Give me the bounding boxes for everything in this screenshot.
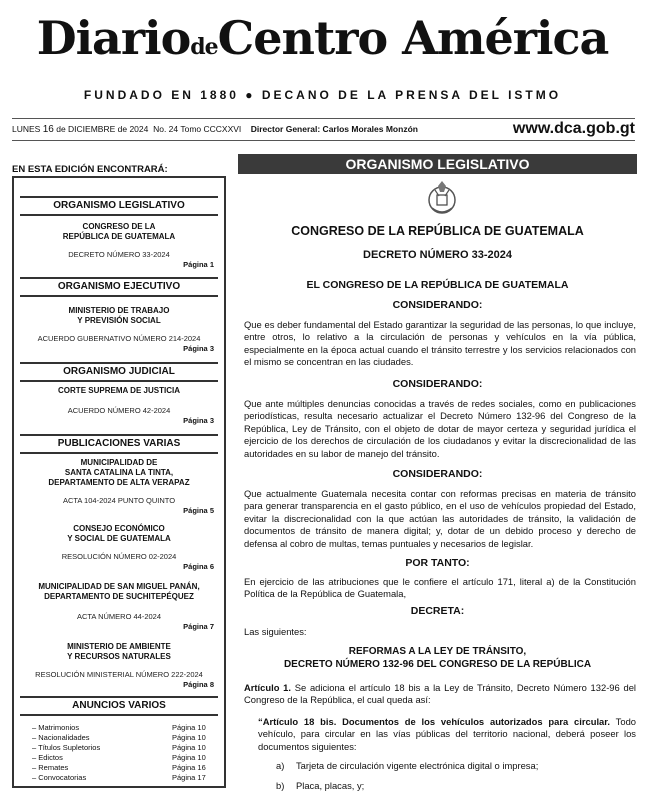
entry-title: Y PREVISIÓN SOCIAL — [77, 316, 161, 325]
considerando-heading: CONSIDERANDO: — [392, 378, 483, 390]
entry-subtitle: ACUERDO GUBERNATIVO NÚMERO 214-2024 — [37, 334, 201, 343]
paragraph: Que ante múltiples denuncias conocidas a través de redes sociales, como en publicaciones periodísticas, resulta necesario actualizar el Decreto Número 132-96 del Congreso de la República, Ley de Tránsito, con el objeto de dotar de mayor certeza y seguridad jurídica el ejercicio de los derechos de circulación de los ciudadanos y evitar la discrecionalidad de las autoridades en su labor de manejo del tránsito. — [244, 398, 636, 459]
considerando-heading: CONSIDERANDO: — [392, 299, 483, 311]
article-label: “Artículo 18 bis. Documentos de los vehículos autorizados para circular. — [258, 716, 611, 727]
entry-title: CONSEJO ECONÓMICO — [73, 524, 165, 533]
list-item: Tarjeta de circulación vigente electrónica digital o impresa; — [296, 760, 539, 771]
sidebar-heading: EN ESTA EDICIÓN ENCONTRARÁ: — [12, 164, 168, 175]
entry-title: CONGRESO DE LA — [82, 222, 156, 231]
page-ref[interactable]: Página 8 — [183, 680, 214, 689]
entry-subtitle: ACUERDO NÚMERO 42-2024 — [67, 406, 171, 415]
page-ref[interactable]: Página 3 — [183, 344, 214, 353]
entry-title: MUNICIPALIDAD DE SAN MIGUEL PANÁN, — [38, 582, 200, 591]
entry-title: Y RECURSOS NATURALES — [67, 652, 171, 661]
main-heading: CONGRESO DE LA REPÚBLICA DE GUATEMALA — [291, 224, 584, 238]
date-number: 16 — [42, 124, 54, 135]
list-item-marker: b) — [276, 780, 285, 791]
newspaper-title — [0, 10, 645, 75]
entry-title: MUNICIPALIDAD DE — [80, 458, 158, 467]
article-1 — [244, 682, 636, 707]
director: Director General: Carlos Morales Monzón — [250, 124, 418, 134]
section-judicial: ORGANISMO JUDICIAL — [20, 362, 218, 382]
paragraph: Las siguientes: — [244, 626, 307, 637]
considerando-heading: CONSIDERANDO: — [392, 468, 483, 480]
entry-title: REPÚBLICA DE GUATEMALA — [62, 232, 176, 241]
entry-title: Y SOCIAL DE GUATEMALA — [67, 534, 171, 543]
tomo: Tomo CCCXXVI — [180, 124, 242, 134]
section-publicaciones: PUBLICACIONES VARIAS — [20, 434, 218, 454]
date-rest: de DICIEMBRE de 2024 — [56, 124, 149, 134]
contents-sidebar — [12, 176, 226, 788]
page-ref[interactable]: Página 1 — [183, 260, 214, 269]
list-item: Placa, placas, y; — [296, 780, 365, 791]
divider — [12, 118, 635, 119]
congress-heading: EL CONGRESO DE LA REPÚBLICA DE GUATEMALA — [306, 279, 569, 291]
entry-title: MINISTERIO DE TRABAJO — [68, 306, 170, 315]
issue-number: No. 24 — [153, 124, 179, 134]
title-part-b: Centro América — [217, 11, 609, 65]
section-anuncios: ANUNCIOS VARIOS — [20, 696, 218, 716]
entry-title: DEPARTAMENTO DE SUCHITEPÉQUEZ — [44, 592, 194, 601]
dateline — [12, 120, 635, 141]
entry-subtitle: ACTA 104-2024 PUNTO QUINTO — [62, 496, 176, 505]
section-ejecutivo: ORGANISMO EJECUTIVO — [20, 277, 218, 297]
page-ref[interactable]: Página 6 — [183, 562, 214, 571]
entry-subtitle: RESOLUCIÓN NÚMERO 02-2024 — [61, 552, 177, 561]
entry-subtitle: RESOLUCIÓN MINISTERIAL NÚMERO 222-2024 — [35, 670, 203, 679]
article-18-bis — [258, 716, 636, 753]
decreta-heading: DECRETA: — [410, 605, 465, 617]
announcement-row[interactable]: – Remates Página 16 — [32, 763, 206, 772]
website-link[interactable]: www.dca.gob.gt — [512, 120, 635, 137]
announcement-row[interactable]: – Edictos Página 10 — [32, 753, 206, 762]
announcement-row[interactable]: – Matrimonios Página 10 — [32, 723, 206, 732]
dateline-text — [12, 124, 418, 135]
announcement-row[interactable]: – Convocatorias Página 17 — [32, 773, 206, 782]
decree-number: DECRETO NÚMERO 33-2024 — [363, 249, 512, 261]
coat-of-arms-icon — [422, 178, 462, 218]
list-item-marker: a) — [276, 760, 285, 771]
page-ref[interactable]: Página 7 — [183, 622, 214, 631]
paragraph: Que actualmente Guatemala necesita contar con reformas precisas en materia de tránsito para generar transparencia en el gasto público, en el uso de vehículos propiedad del Estado, evitar la discrecionalidad con la que actúan las autoridades de tránsito, la validación de documentos de tránsito de manera digital; y, dotar de un debido proceso y derecho de defensa al cobro de multas, temas puntuales y necesarios de legislar. — [244, 488, 636, 549]
article-text: Todo vehículo, para circular en las vías públicas del territorio nacional, deberá poseer los documentos siguientes: — [258, 716, 637, 752]
entry-title: SANTA CATALINA LA TINTA, — [64, 468, 174, 477]
paragraph: En ejercicio de las atribuciones que le confiere el artículo 171, literal a) de la Constitución Política de la República de Guatemala, — [244, 576, 636, 600]
entry-title: DEPARTAMENTO DE ALTA VERAPAZ — [48, 478, 190, 487]
page-ref[interactable]: Página 3 — [183, 416, 214, 425]
reformas-title: REFORMAS A LA LEY DE TRÁNSITO, — [348, 646, 527, 657]
reformas-title: DECRETO NÚMERO 132-96 DEL CONGRESO DE LA REPÚBLICA — [283, 659, 592, 670]
por-tanto-heading: POR TANTO: — [405, 557, 470, 569]
article-text: Se adiciona el artículo 18 bis a la Ley de Tránsito, Decreto Número 132-96 del Congreso de la República, el cual queda así: — [244, 682, 637, 706]
date-day: LUNES — [12, 124, 41, 134]
announcement-row[interactable]: – Títulos Supletorios Página 10 — [32, 743, 206, 752]
tagline: FUNDADO EN 1880 ● DECANO DE LA PRENSA DEL ISTMO — [83, 88, 562, 102]
title-part-de: de — [190, 34, 218, 60]
article-label: Artículo 1. — [244, 682, 291, 693]
entry-title: MINISTERIO DE AMBIENTE — [67, 642, 171, 651]
announcement-row[interactable]: – Nacionalidades Página 10 — [32, 733, 206, 742]
page-ref[interactable]: Página 5 — [183, 506, 214, 515]
title-part-a: Diario — [36, 11, 191, 65]
section-legislativo: ORGANISMO LEGISLATIVO — [20, 196, 218, 216]
section-header-bar: ORGANISMO LEGISLATIVO — [238, 154, 637, 174]
masthead — [0, 0, 645, 118]
entry-title: CORTE SUPREMA DE JUSTICIA — [58, 386, 180, 395]
entry-subtitle: ACTA NÚMERO 44-2024 — [76, 612, 162, 621]
paragraph: Que es deber fundamental del Estado garantizar la seguridad de las personas, lo que incluye, entre otros, lo relativo a la circulación de personas y vehículos en la vía pública, especialmente en la época actual cuando el tránsito terrestre y los servicios relacionados con el mismo se concentran en las ciudades. — [244, 319, 636, 368]
entry-subtitle: DECRETO NÚMERO 33-2024 — [68, 250, 170, 259]
